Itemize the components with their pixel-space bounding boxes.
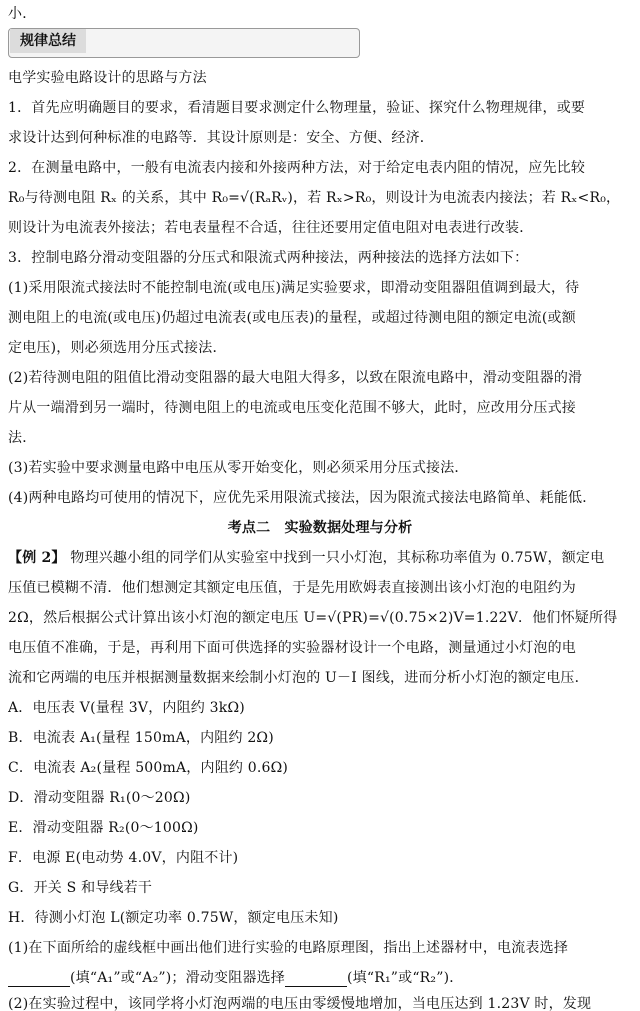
- option-g: G．开关 S 和导线若干: [8, 880, 153, 896]
- question-1-line-1: (1)在下面所给的虚线框中画出他们进行实验的电路原理图，指出上述器材中，电流表选择: [8, 940, 569, 956]
- rule-3-1-line-1: (1)采用限流式接法时不能控制电流(或电压)满足实验要求，即滑动变阻器阻值调到最大，待: [8, 280, 580, 296]
- rule-3-line-1: 3．控制电路分滑动变阻器的分压式和限流式两种接法，两种接法的选择方法如下：: [8, 250, 529, 266]
- section-label: 规律总结: [10, 29, 86, 53]
- example-text-1: 物理兴趣小组的同学们从实验室中找到一只小灯泡，其标称功率值为 0.75W，额定电: [70, 550, 605, 566]
- rule-2-line-2: R₀与待测电阻 Rₓ 的关系，其中 R₀=√(RₐRᵥ)，若 Rₓ>R₀，则设计为电流表内接法；若 Rₓ<R₀，: [8, 190, 621, 206]
- option-f: F．电源 E(电动势 4.0V，内阻不计): [8, 850, 239, 866]
- example-line-4: 电压值不准确，于是，再利用下面可供选择的实验器材设计一个电路，测量通过小灯泡的电: [8, 640, 576, 656]
- rule-3-1-line-3: 定电压)，则必须选用分压式接法．: [8, 340, 227, 356]
- option-d: D．滑动变阻器 R₁(0～20Ω): [8, 790, 191, 806]
- summary-title: 电学实验电路设计的思路与方法: [8, 70, 207, 86]
- question-1-line-2: [8, 964, 632, 992]
- rule-3-2-line-1: (2)若待测电阻的阻值比滑动变阻器的最大电阻大得多，以致在限流电路中，滑动变阻器的滑: [8, 370, 583, 386]
- question-2-line-1: (2)在实验过程中，该同学将小灯泡两端的电压由零缓慢地增加，当电压达到 1.23V 时，发现: [8, 996, 592, 1011]
- option-e: E．滑动变阻器 R₂(0～100Ω): [8, 820, 199, 836]
- rule-2-line-1: 2．在测量电路中，一般有电流表内接和外接两种方法，对于给定电表内阻的情况，应先比较: [8, 160, 586, 176]
- example-label: 【例 2】: [8, 550, 66, 566]
- rule-1-line-2: 求设计达到何种标准的电路等．其设计原则是：安全、方便、经济．: [8, 130, 434, 146]
- answer-blank-ammeter[interactable]: [8, 970, 70, 987]
- answer-blank-rheostat[interactable]: [285, 970, 347, 987]
- rule-3-2-line-3: 法．: [8, 430, 37, 446]
- question-1-text-a: (填“A₁”或“A₂”)；滑动变阻器选择: [70, 970, 285, 986]
- example-line-1: [8, 544, 632, 572]
- rule-3-2-line-2: 片从一端滑到另一端时，待测电阻上的电流或电压变化范围不够大，此时，应改用分压式接: [8, 400, 576, 416]
- option-c: C．电流表 A₂(量程 500mA，内阻约 0.6Ω): [8, 760, 289, 776]
- question-1-text-b: (填“R₁”或“R₂”)．: [347, 970, 464, 986]
- rule-3-4: (4)两种电路均可使用的情况下，应优先采用限流式接法，因为限流式接法电路简单、耗能低．: [8, 490, 597, 506]
- rule-3-1-line-2: 测电阻上的电流(或电压)仍超过电流表(或电压表)的量程，或超过待测电阻的额定电流(或额: [8, 310, 576, 326]
- option-b: B．电流表 A₁(量程 150mA，内阻约 2Ω): [8, 730, 274, 746]
- rule-2-line-3: 则设计为电流表外接法；若电表量程不合适，往往还要用定值电阻对电表进行改装．: [8, 220, 534, 236]
- example-line-5: 流和它两端的电压并根据测量数据来绘制小灯泡的 U－I 图线，进而分析小灯泡的额定电压．: [8, 670, 589, 686]
- rule-3-3: (3)若实验中要求测量电路中电压从零开始变化，则必须采用分压式接法．: [8, 460, 469, 476]
- option-h: H．待测小灯泡 L(额定功率 0.75W，额定电压未知): [8, 910, 339, 926]
- section-heading: 考点二 实验数据处理与分析: [227, 520, 413, 536]
- rule-1-line-1: 1．首先应明确题目的要求，看清题目要求测定什么物理量，验证、探究什么物理规律，或要: [8, 100, 586, 116]
- top-fragment: 小．: [8, 6, 37, 22]
- example-line-3: 2Ω，然后根据公式计算出该小灯泡的额定电压 U=√(PR)=√(0.75×2)V=1.22V．他们怀疑所得: [8, 610, 618, 626]
- example-line-2: 压值已模糊不清．他们想测定其额定电压值，于是先用欧姆表直接测出该小灯泡的电阻约为: [8, 580, 576, 596]
- option-a: A．电压表 V(量程 3V，内阻约 3kΩ): [8, 700, 245, 716]
